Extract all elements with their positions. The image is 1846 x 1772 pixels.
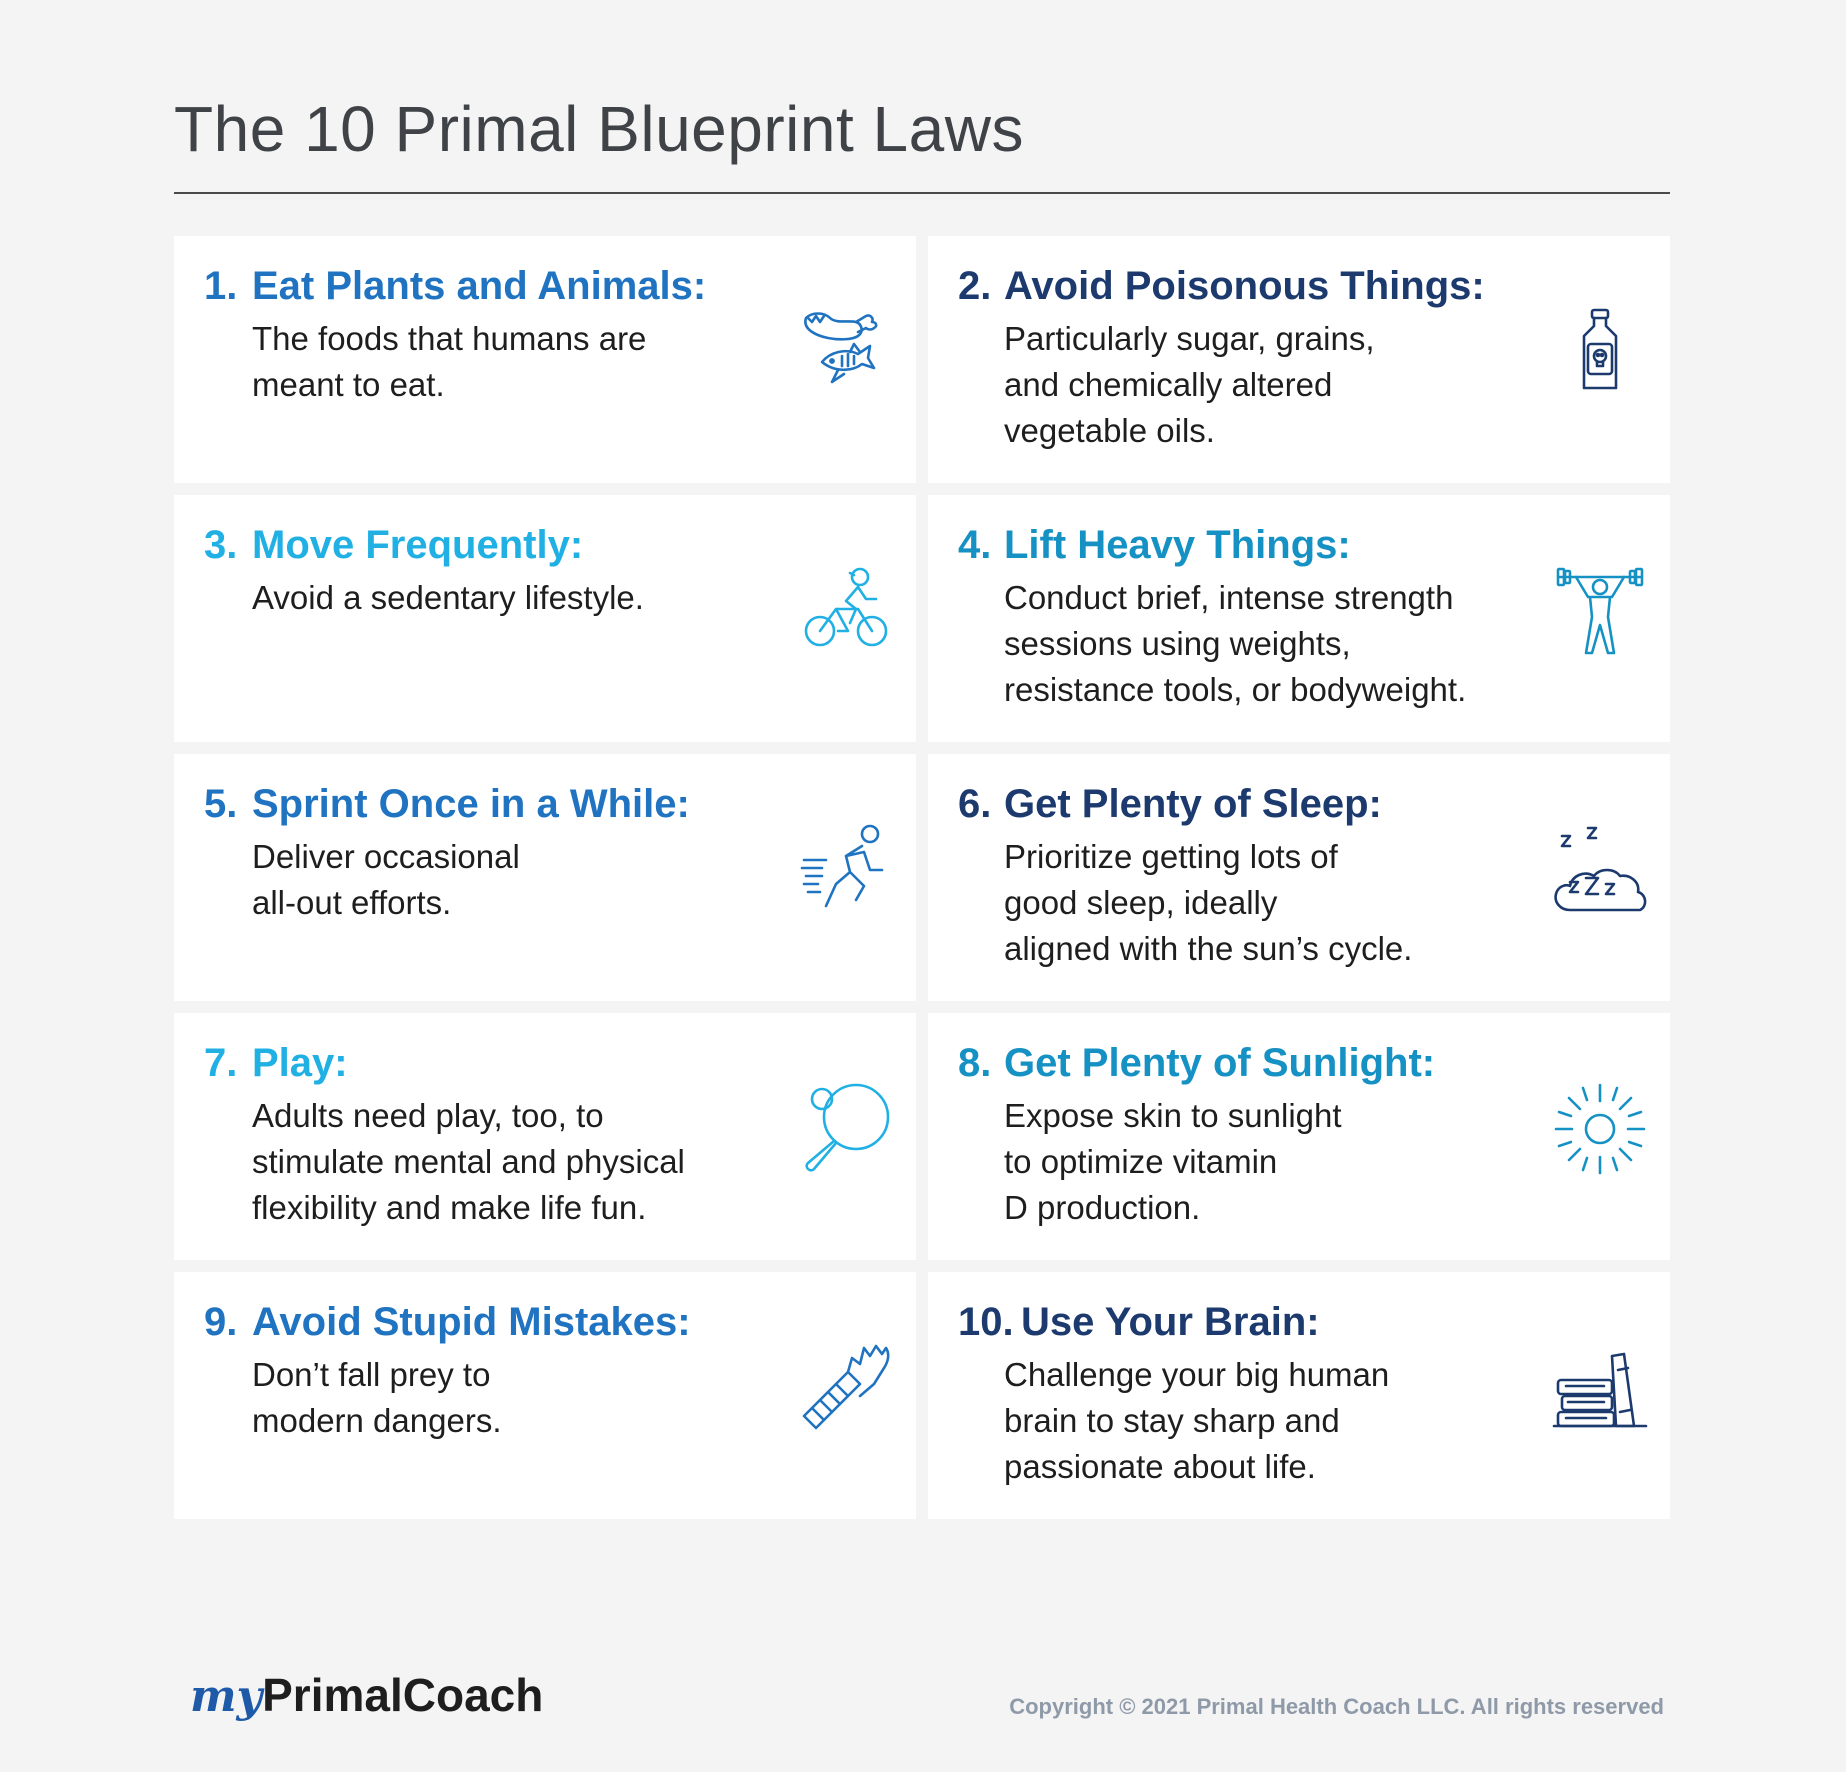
law-description [252, 316, 772, 408]
law-line: modern dangers. [252, 1402, 502, 1439]
law-card-2 [928, 236, 1670, 483]
law-number: 7. [204, 1041, 238, 1085]
law-number: 6. [958, 782, 992, 826]
law-description [1004, 316, 1564, 454]
law-card-5 [174, 754, 916, 1001]
law-description [252, 575, 772, 621]
law-line: Conduct brief, intense strength [1004, 579, 1454, 616]
law-line: stimulate mental and physical [252, 1143, 685, 1180]
law-line: brain to stay sharp and [1004, 1402, 1340, 1439]
law-description [1004, 575, 1564, 713]
law-number: 8. [958, 1041, 992, 1085]
law-description [1004, 1093, 1564, 1231]
law-title: Use Your Brain: [1021, 1300, 1320, 1344]
cyclist-icon [798, 563, 894, 659]
law-number: 10. [958, 1300, 1014, 1344]
law-title: Avoid Poisonous Things: [1004, 264, 1485, 308]
copyright-text: Copyright © 2021 Primal Health Coach LLC. All rights reserved [1009, 1694, 1664, 1719]
law-card-3 [174, 495, 916, 742]
law-title: Move Frequently: [252, 523, 584, 567]
law-title: Eat Plants and Animals: [252, 264, 707, 308]
law-title: Get Plenty of Sleep: [1004, 782, 1382, 826]
law-line: Don’t fall prey to [252, 1356, 491, 1393]
brand-logo [190, 1668, 543, 1722]
law-card-9 [174, 1272, 916, 1519]
law-line: Particularly sugar, grains, [1004, 320, 1375, 357]
title-divider [174, 192, 1670, 194]
law-line: Challenge your big human [1004, 1356, 1390, 1393]
law-number: 2. [958, 264, 992, 308]
law-card-4 [928, 495, 1670, 742]
logo-name: PrimalCoach [262, 1669, 544, 1721]
law-title: Play: [252, 1041, 348, 1085]
arm-cast-icon [798, 1340, 894, 1436]
law-line: vegetable oils. [1004, 412, 1215, 449]
books-icon [1552, 1340, 1648, 1436]
law-description [252, 834, 772, 926]
law-line: resistance tools, or bodyweight. [1004, 671, 1467, 708]
law-line: The foods that humans are [252, 320, 647, 357]
law-card-8 [928, 1013, 1670, 1260]
ping-pong-icon [798, 1081, 894, 1177]
law-line: Expose skin to sunlight [1004, 1097, 1342, 1134]
weightlifter-icon [1552, 563, 1648, 659]
law-line: sessions using weights, [1004, 625, 1351, 662]
logo-prefix: my [190, 1671, 263, 1722]
law-description [252, 1093, 772, 1231]
law-card-10 [928, 1272, 1670, 1519]
law-line: flexibility and make life fun. [252, 1189, 647, 1226]
law-line: meant to eat. [252, 366, 445, 403]
law-card-6 [928, 754, 1670, 1001]
law-card-1 [174, 236, 916, 483]
law-line: all-out efforts. [252, 884, 452, 921]
sprinter-icon [798, 822, 894, 918]
law-line: D production. [1004, 1189, 1201, 1226]
law-title: Lift Heavy Things: [1004, 523, 1351, 567]
law-line: Deliver occasional [252, 838, 520, 875]
law-line: Adults need play, too, to [252, 1097, 604, 1134]
law-number: 1. [204, 264, 238, 308]
law-number: 5. [204, 782, 238, 826]
law-description [1004, 834, 1564, 972]
law-line: good sleep, ideally [1004, 884, 1278, 921]
law-line: aligned with the sun’s cycle. [1004, 930, 1413, 967]
law-description [1004, 1352, 1564, 1490]
chicken-fish-icon [798, 304, 894, 400]
law-line: passionate about life. [1004, 1448, 1316, 1485]
page-title: The 10 Primal Blueprint Laws [174, 93, 1024, 165]
law-title: Get Plenty of Sunlight: [1004, 1041, 1436, 1085]
poison-bottle-icon [1552, 304, 1648, 400]
laws-grid [174, 236, 1670, 1519]
law-description [252, 1352, 772, 1444]
law-number: 9. [204, 1300, 238, 1344]
law-title: Sprint Once in a While: [252, 782, 690, 826]
law-number: 3. [204, 523, 238, 567]
law-title: Avoid Stupid Mistakes: [252, 1300, 691, 1344]
law-line: Prioritize getting lots of [1004, 838, 1338, 875]
law-line: to optimize vitamin [1004, 1143, 1278, 1180]
sleep-cloud-icon [1552, 822, 1648, 918]
law-card-7 [174, 1013, 916, 1260]
law-number: 4. [958, 523, 992, 567]
law-line: Avoid a sedentary lifestyle. [252, 579, 644, 616]
sun-icon [1552, 1081, 1648, 1177]
law-line: and chemically altered [1004, 366, 1333, 403]
